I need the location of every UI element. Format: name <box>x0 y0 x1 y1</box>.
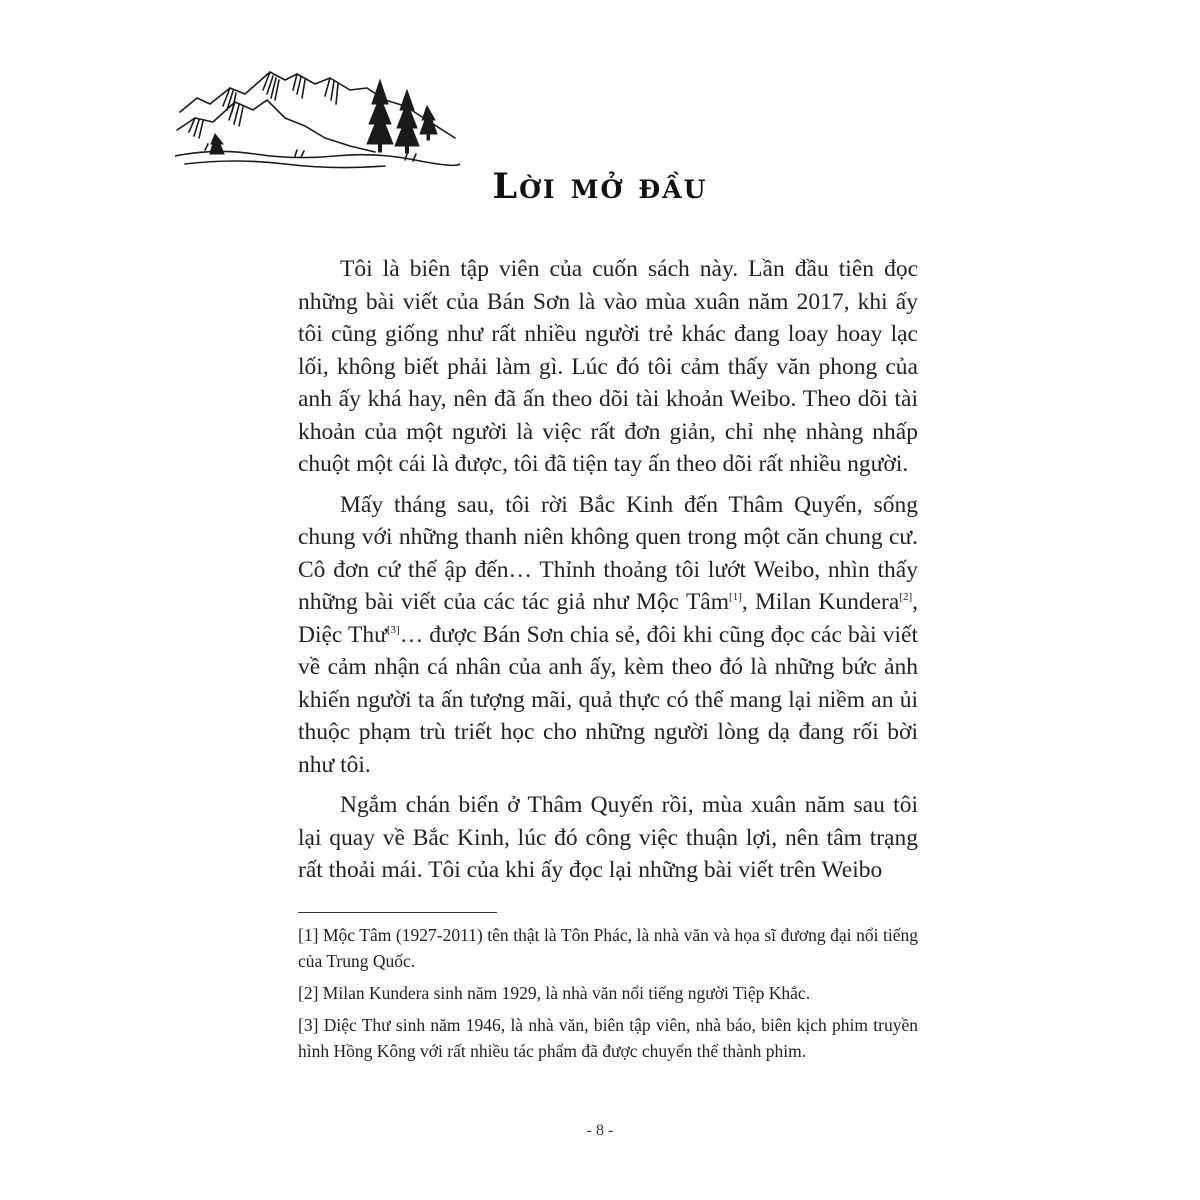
paragraph <box>298 789 918 887</box>
paragraph-text: Mấy tháng sau, tôi rời Bắc Kinh đến Thâm Quyến, sống chung với những thanh niên không quen trong một căn chung cư. Cô đơn cứ thế ập đến… Thỉnh thoảng tôi lướt Weibo, nhìn thấy những bài viết của các tác giả như Mộc Tâm <box>298 491 918 615</box>
paragraph-text: … được Bán Sơn chia sẻ, đôi khi cũng đọc các bài viết về cảm nhận cá nhân của anh ấy, kèm theo đó là những bức ảnh khiến người ta ấn tượng mãi, quả thực có thể mang lại niềm an ủi thuộc phạm trù triết học cho những người lòng dạ đang rối bời như tôi. <box>298 621 918 778</box>
paragraph <box>298 489 918 782</box>
page-title: Lời mở đầu <box>492 166 708 207</box>
page-number: - 8 - <box>586 1122 614 1139</box>
footnote-divider <box>298 912 497 913</box>
footnote-ref[interactable]: [1] <box>729 591 742 604</box>
body-text <box>298 253 918 895</box>
paragraph-text: Ngắm chán biển ở Thâm Quyến rồi, mùa xuân năm sau tôi lại quay về Bắc Kinh, lúc đó công việc thuận lợi, nên tâm trạng rất thoải mái. Tôi của khi ấy đọc lại những bài viết trên Weibo <box>298 792 918 883</box>
footnote-ref[interactable]: [2] <box>899 591 913 604</box>
paragraph-text: , Diệc Thư <box>298 589 919 648</box>
paragraph-text: , Milan Kundera <box>741 589 900 615</box>
footnote: [1] Mộc Tâm (1927-2011) tên thật là Tôn Phác, là nhà văn và họa sĩ đương đại nổi tiếng của Trung Quốc. <box>298 925 918 971</box>
paragraph <box>298 253 918 481</box>
paragraph-text: Tôi là biên tập viên của cuốn sách này. Lần đầu tiên đọc những bài viết của Bán Sơn là vào mùa xuân năm 2017, khi ấy tôi cũng giống như rất nhiều người trẻ khác đang loay hoay lạc lối, không biết phải làm gì. Lúc đó tôi cảm thấy văn phong của anh ấy khá hay, nên đã ấn theo dõi tài khoản Weibo. Theo dõi tài khoản của một người là việc rất đơn giản, chỉ nhẹ nhàng nhấp chuột một cái là được, tôi đã tiện tay ấn theo dõi rất nhiều người. <box>298 256 918 477</box>
mountain-landscape-icon <box>175 60 460 170</box>
footnotes <box>298 922 918 1070</box>
footnote-ref[interactable]: [3] <box>386 623 400 636</box>
footnote: [3] Diệc Thư sinh năm 1946, là nhà văn, biên tập viên, nhà báo, biên kịch phim truyền hình Hồng Kông với rất nhiều tác phẩm đã được chuyển thể thành phim. <box>298 1015 918 1061</box>
footnote: [2] Milan Kundera sinh năm 1929, là nhà văn nổi tiếng người Tiệp Khắc. <box>298 983 811 1003</box>
